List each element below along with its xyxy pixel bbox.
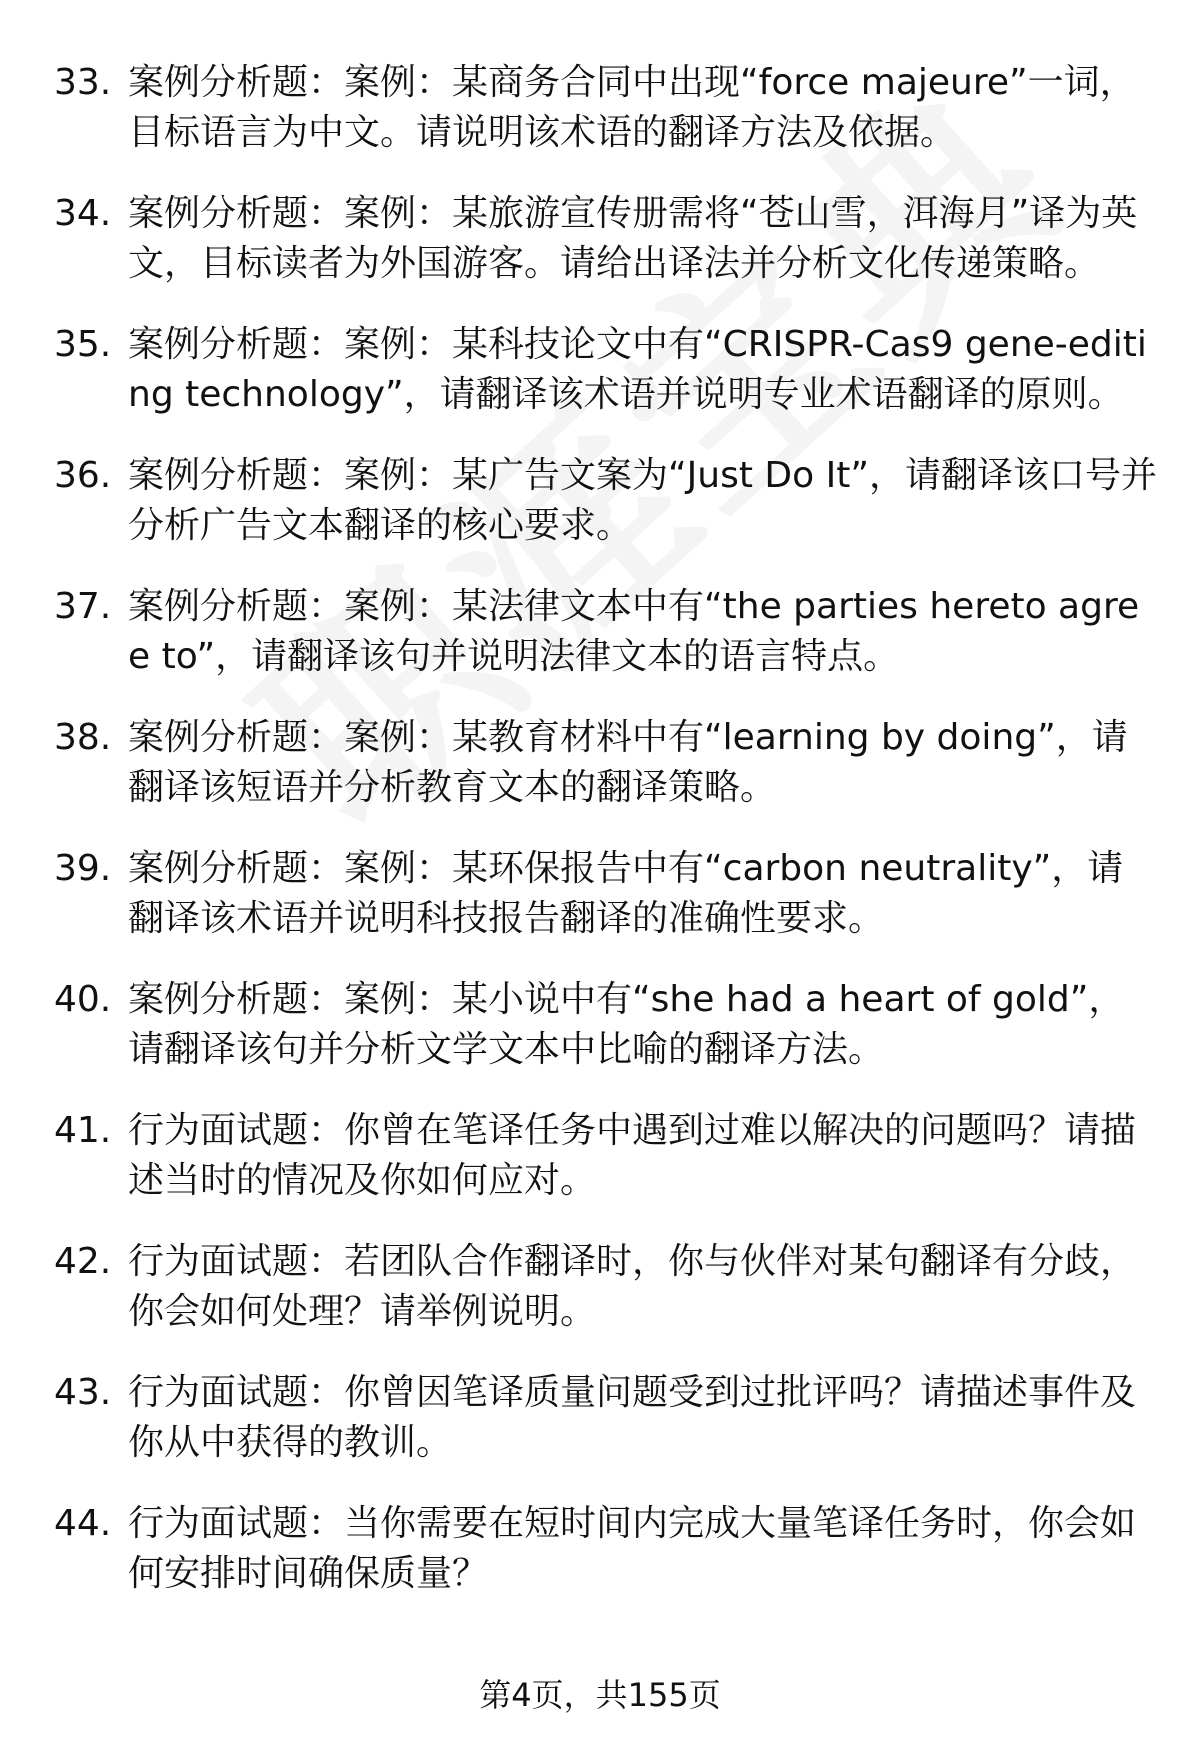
question-number: 33. <box>54 62 112 103</box>
page-indicator: 第4页，共155页 <box>479 1676 721 1714</box>
question-text: 案例分析题：案例：某广告文案为“Just Do It”，请翻译该口号并分析广告文本翻译的核心要求。 <box>128 455 1157 546</box>
question-text: 案例分析题：案例：某科技论文中有“CRISPR-Cas9 gene-editing technology”，请翻译该术语并说明专业术语翻译的原则。 <box>128 324 1147 415</box>
question-text: 行为面试题：若团队合作翻译时，你与伙伴对某句翻译有分歧，你会如何处理？请举例说明。 <box>128 1241 1137 1332</box>
question-number: 36. <box>54 455 112 496</box>
question-item <box>0 975 1200 1075</box>
question-text: 案例分析题：案例：某旅游宣传册需将“苍山雪，洱海月”译为英文，目标读者为外国游客。请给出译法并分析文化传递策略。 <box>128 193 1138 284</box>
question-item <box>0 189 1200 289</box>
question-number: 39. <box>54 848 112 889</box>
question-item <box>0 1499 1200 1599</box>
question-text: 行为面试题：你曾因笔译质量问题受到过批评吗？请描述事件及你从中获得的教训。 <box>128 1372 1137 1463</box>
question-number: 43. <box>54 1372 112 1413</box>
question-item <box>0 320 1200 420</box>
question-item <box>0 1237 1200 1337</box>
question-number: 44. <box>54 1503 112 1544</box>
question-item <box>0 713 1200 813</box>
question-item <box>0 844 1200 944</box>
question-item <box>0 1106 1200 1206</box>
question-text: 案例分析题：案例：某环保报告中有“carbon neutrality”，请翻译该术语并说明科技报告翻译的准确性要求。 <box>128 848 1124 939</box>
question-number: 40. <box>54 979 112 1020</box>
question-number: 41. <box>54 1110 112 1151</box>
question-text: 行为面试题：你曾在笔译任务中遇到过难以解决的问题吗？请描述当时的情况及你如何应对。 <box>128 1110 1137 1201</box>
question-text: 行为面试题：当你需要在短时间内完成大量笔译任务时，你会如何安排时间确保质量？ <box>128 1503 1137 1594</box>
question-item <box>0 1368 1200 1468</box>
question-text: 案例分析题：案例：某商务合同中出现“force majeure”一词，目标语言为中文。请说明该术语的翻译方法及依据。 <box>128 62 1136 153</box>
question-item <box>0 451 1200 551</box>
question-number: 38. <box>54 717 112 758</box>
question-number: 42. <box>54 1241 112 1282</box>
question-number: 34. <box>54 193 112 234</box>
question-item <box>0 582 1200 682</box>
question-text: 案例分析题：案例：某小说中有“she had a heart of gold”，请翻译该句并分析文学文本中比喻的翻译方法。 <box>128 979 1125 1070</box>
question-list <box>0 58 1200 1630</box>
question-item <box>0 58 1200 158</box>
question-number: 35. <box>54 324 112 365</box>
question-text: 案例分析题：案例：某法律文本中有“the parties hereto agree to”，请翻译该句并说明法律文本的语言特点。 <box>128 586 1140 677</box>
question-text: 案例分析题：案例：某教育材料中有“learning by doing”，请翻译该短语并分析教育文本的翻译策略。 <box>128 717 1128 808</box>
question-number: 37. <box>54 586 112 627</box>
